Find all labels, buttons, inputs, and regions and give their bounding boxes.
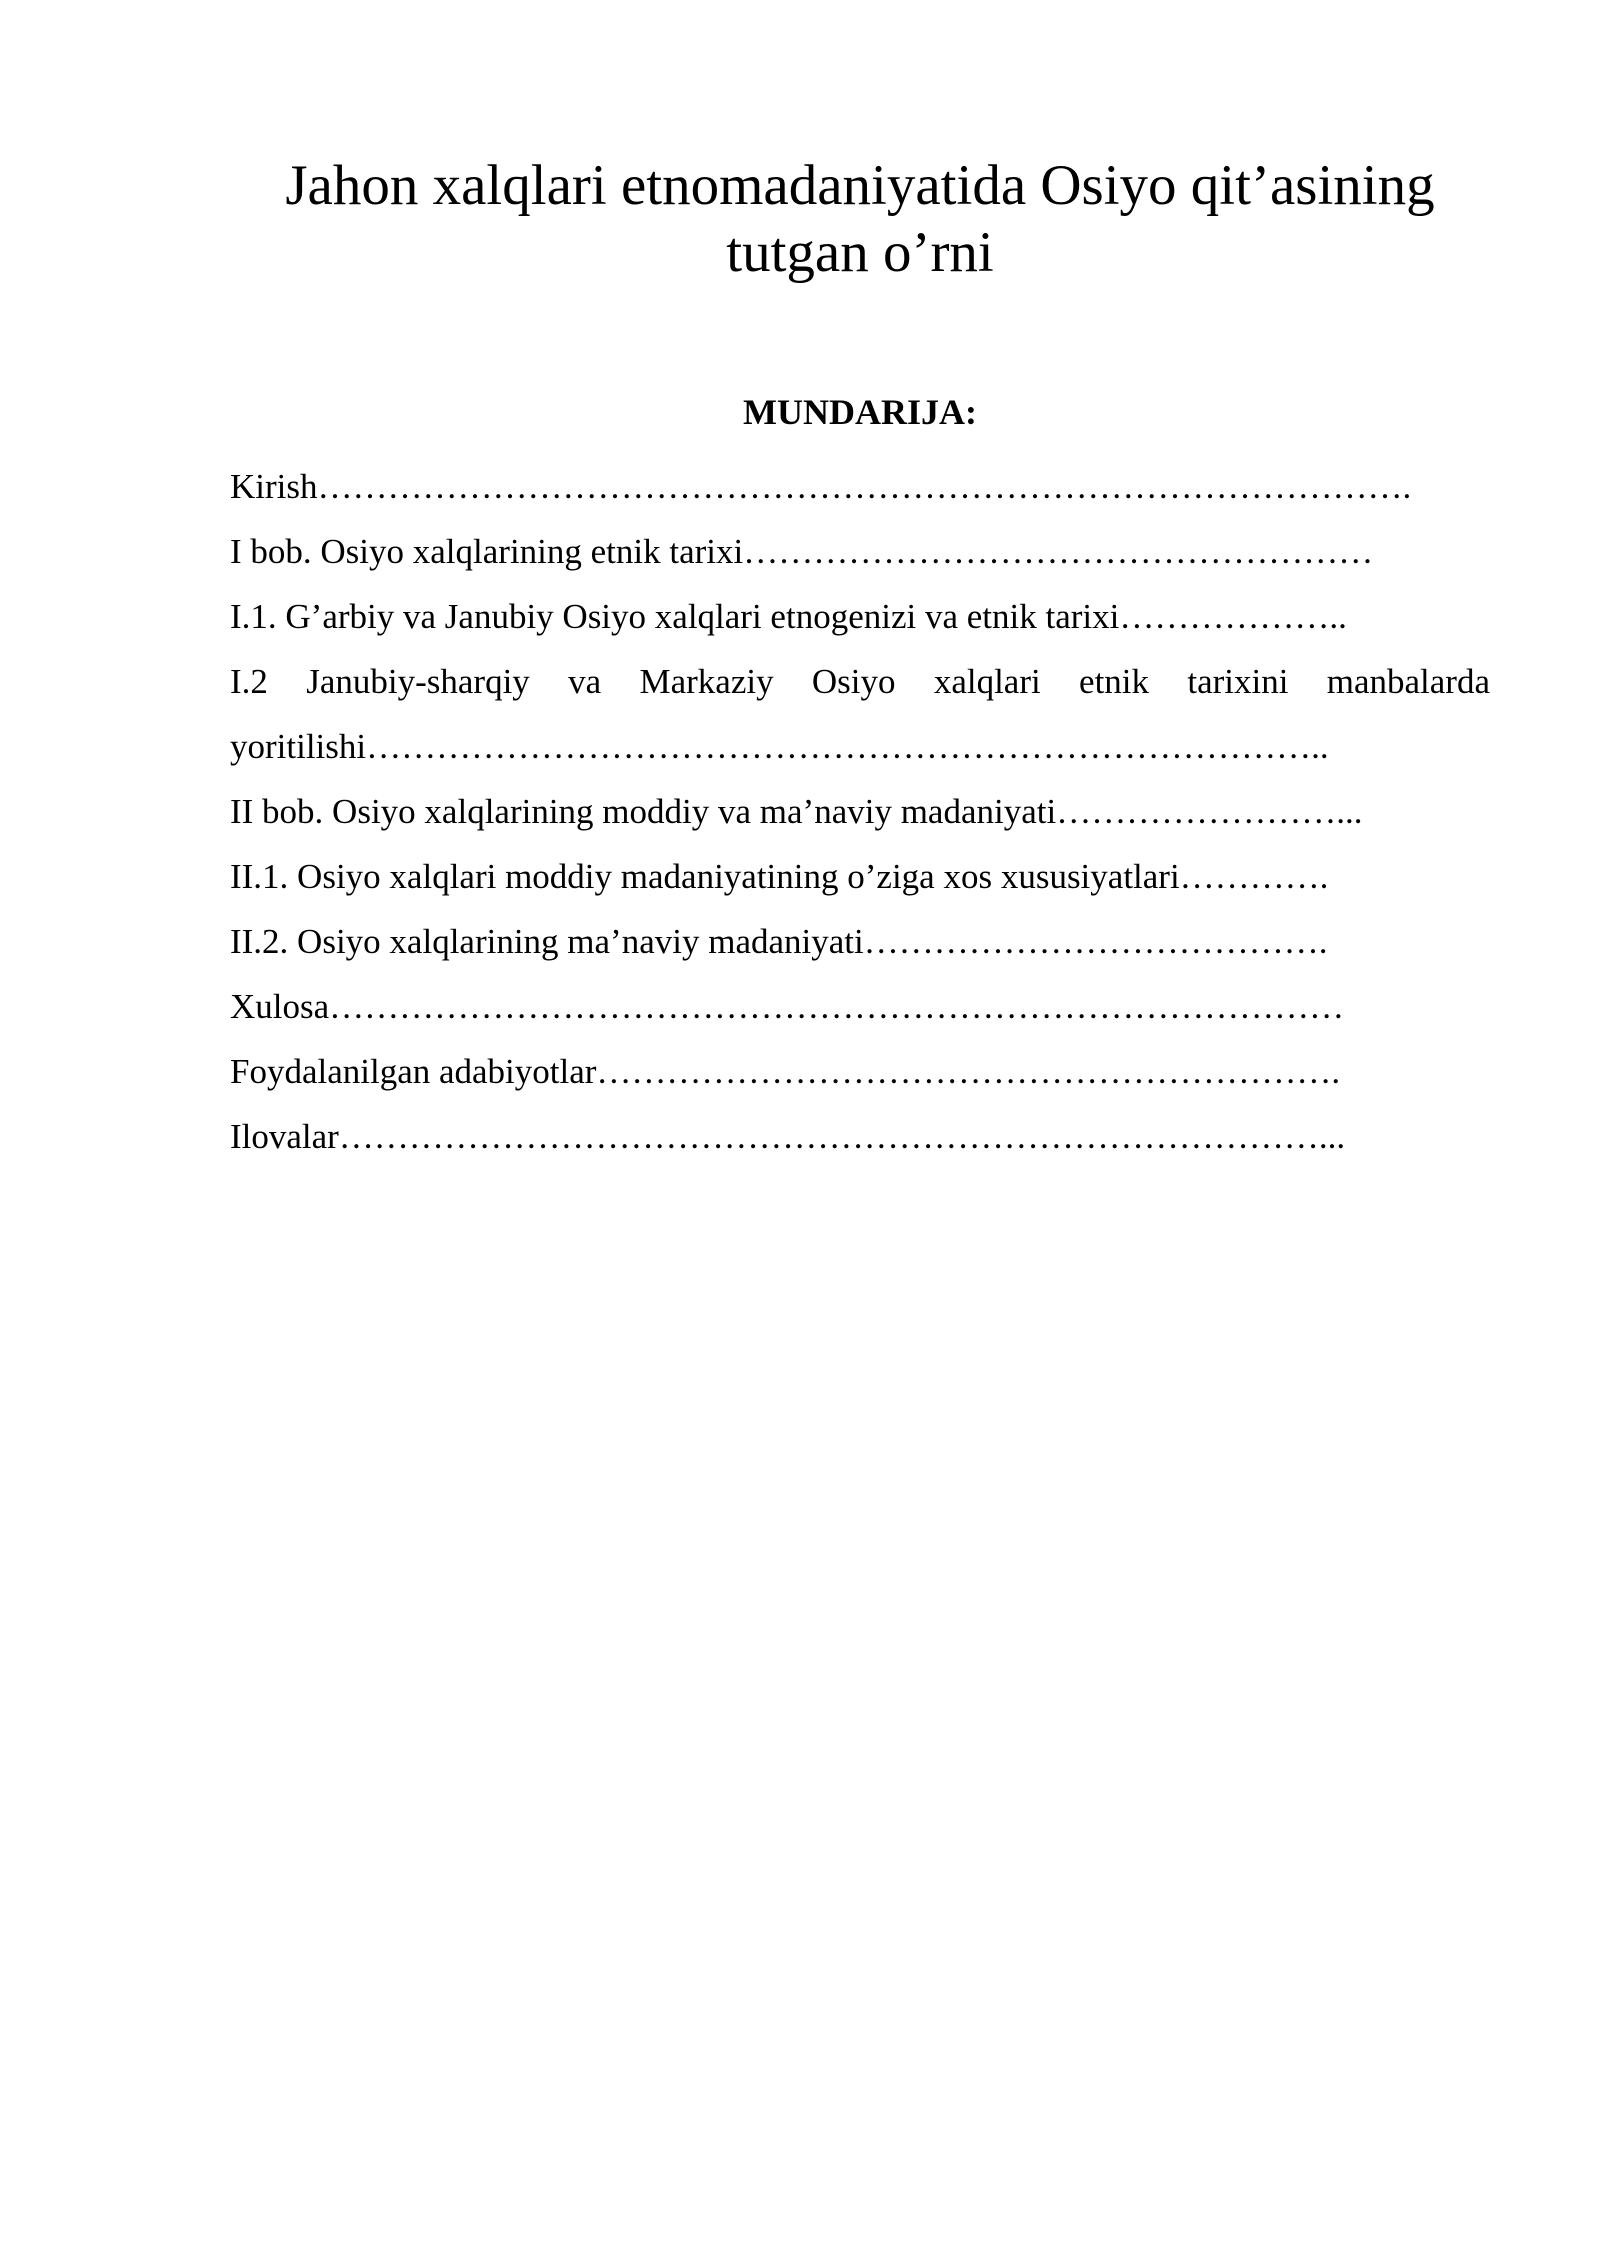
toc-word: Janubiy-sharqiy (306, 662, 530, 701)
toc-item: II.1. Osiyo xalqlari moddiy madaniyatining o’ziga xos xususiyatlari…………. (230, 857, 1329, 896)
toc-word: va (568, 662, 602, 701)
toc-item: I.1. G’arbiy va Janubiy Osiyo xalqlari etnogenizi va etnik tarixi……………….. (230, 597, 1347, 636)
toc-word: Markaziy (639, 662, 774, 701)
toc-item: I bob. Osiyo xalqlarining etnik tarixi……………………………………………… (230, 532, 1374, 571)
toc-word: Osiyo (811, 662, 896, 701)
toc-item: Foydalanilgan adabiyotlar………………………………………………………. (230, 1052, 1341, 1091)
table-of-contents (230, 454, 1490, 1169)
toc-word: xalqlari (933, 662, 1041, 701)
toc-item-justified (230, 649, 1490, 714)
toc-item: yoritilishi……………………………………………………………………….. (230, 727, 1329, 766)
toc-item: II.2. Osiyo xalqlarining ma’naviy madaniyati…………………………………. (230, 922, 1328, 961)
toc-item: Ilovalar…………………………………………………………………………... (230, 1117, 1346, 1156)
document-title (230, 152, 1490, 286)
toc-word: manbalarda (1326, 662, 1490, 701)
toc-heading: MUNDARIJA: (743, 392, 977, 432)
toc-word: I.2 (230, 662, 268, 701)
toc-word: etnik (1079, 662, 1150, 701)
toc-item: II bob. Osiyo xalqlarining moddiy va ma’naviy madaniyati……………………... (230, 792, 1363, 831)
toc-item: Kirish…………………………………………………………………………………. (230, 467, 1412, 506)
title-line-2: tutgan o’rni (726, 221, 994, 284)
toc-item: Xulosa…………………………………………………………………………… (230, 987, 1345, 1026)
toc-word: tarixini (1187, 662, 1289, 701)
title-line-1: Jahon xalqlari etnomadaniyatida Osiyo qit’asining (285, 154, 1435, 217)
